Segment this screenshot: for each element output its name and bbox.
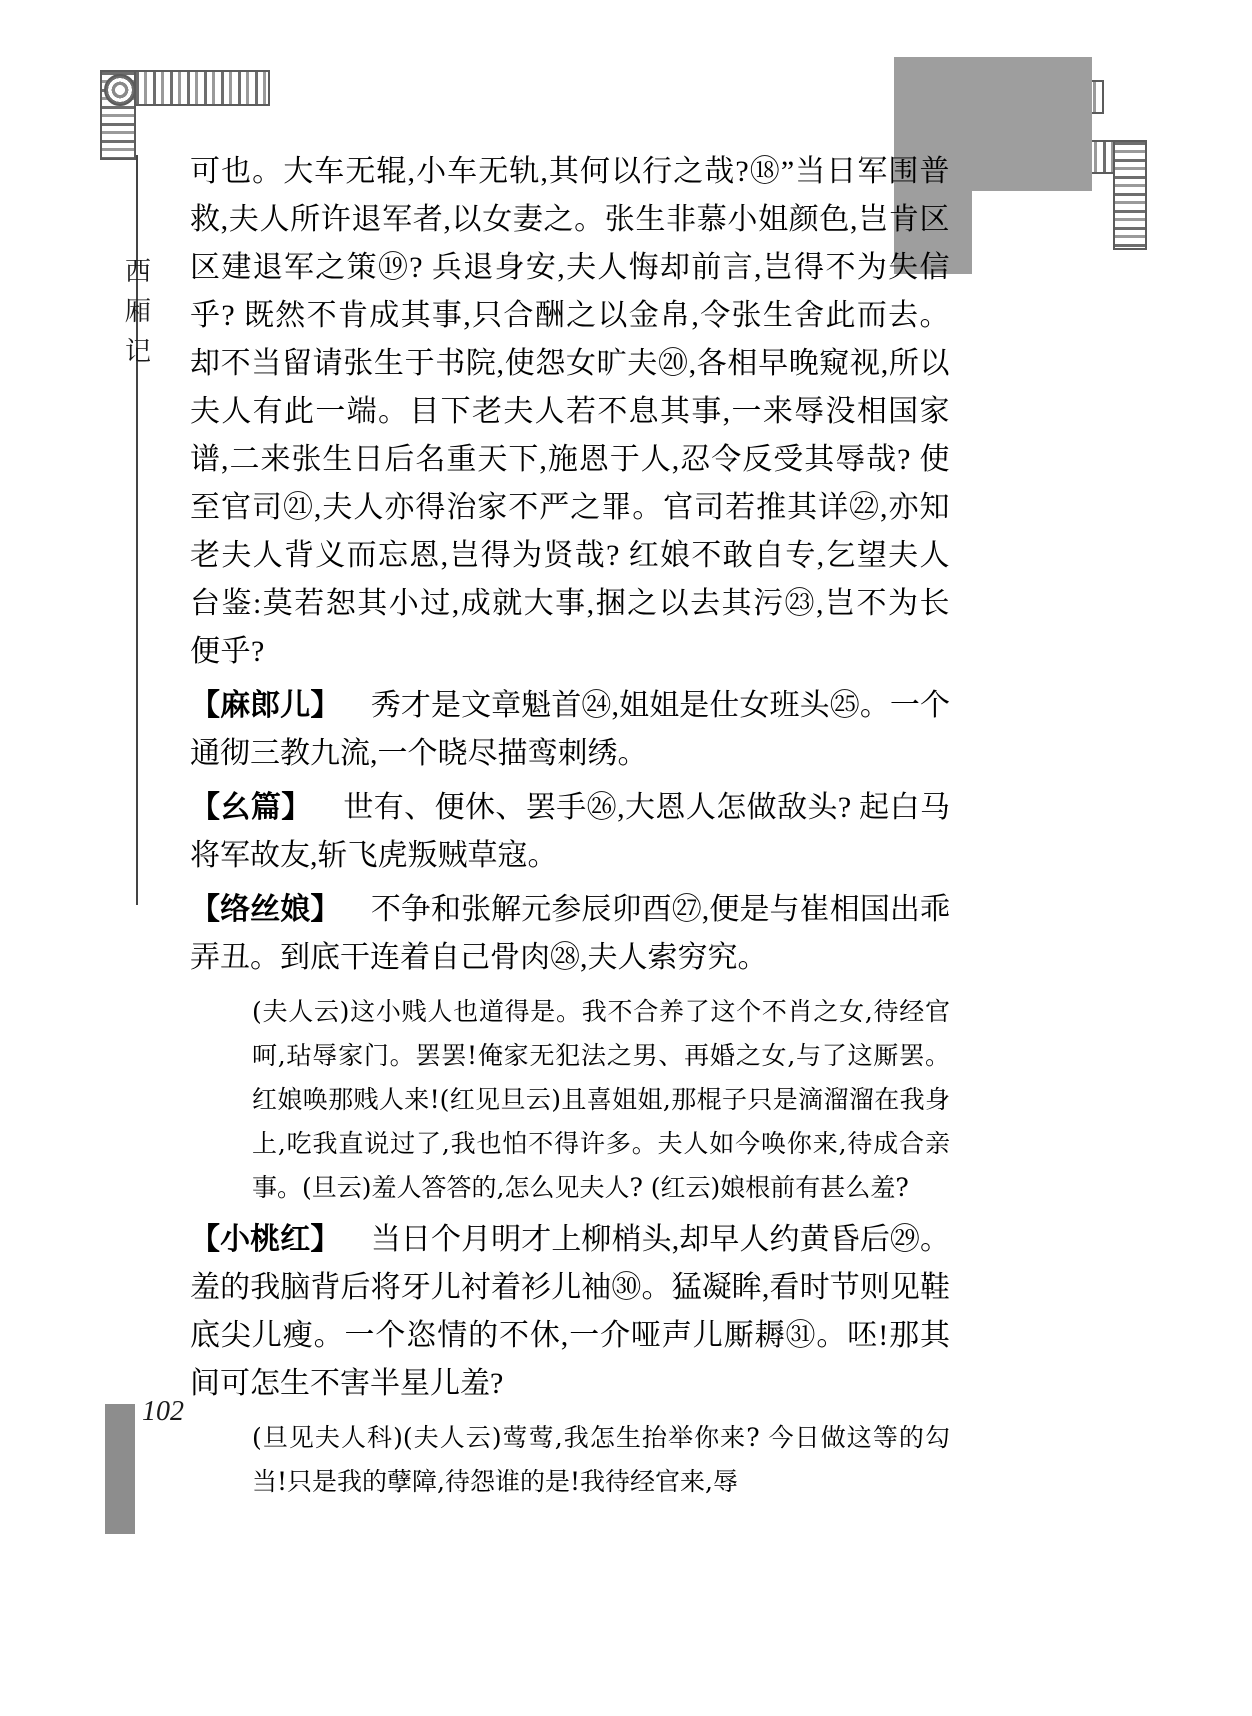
corner-ornament-top-left [100,70,270,160]
aria-tag-ma-lang-er: 【麻郎儿】 [190,689,341,722]
aria-tag-yao-pian: 【幺篇】 [190,791,312,824]
stage-direction-block-2: (旦见夫人科)(夫人云)莺莺,我怎生抬举你来? 今日做这等的勾当!只是我的孽障,待怨谁的是!我待经官来,辱 [252,1423,950,1496]
aria-tag-luo-si-niang: 【络丝娘】 [190,893,341,926]
aria-ma-lang-er [190,682,950,778]
aria-text-ma-lang-er: 秀才是文章魁首㉔,姐姐是仕女班头㉕。一个通彻三教九流,一个晓尽描鸾刺绣。 [190,689,951,770]
ornament-right-vertical-bar [1113,140,1147,250]
stage-direction-block-1: (夫人云)这小贱人也道得是。我不合养了这个不肖之女,待经官呵,玷辱家门。罢罢!俺家无犯法之男、再婚之女,与了这厮罢。红娘唤那贱人来!(红见旦云)且喜姐姐,那棍子只是滴溜溜在我身上,吃我直说过了,我也怕不得许多。夫人如今唤你来,待成合亲事。(旦云)羞人答答的,怎么见夫人? (红云)娘根前有甚么羞? [252,997,950,1202]
footer-accent-bar [105,1404,135,1534]
running-title-vertical [122,252,156,372]
page-number: 102 [142,1396,184,1427]
text-column [190,148,950,1506]
aria-luo-si-niang [190,886,950,982]
running-title-char-1: 西 [124,257,153,286]
aria-xiao-tao-hong [190,1216,950,1408]
aria-tag-xiao-tao-hong: 【小桃红】 [190,1223,341,1256]
aria-text-yao-pian: 世有、便休、罢手㉖,大恩人怎做敌头? 起白马将军故友,斩飞虎叛贼草寇。 [190,791,950,872]
paragraph-commentary: 可也。大车无辊,小车无轨,其何以行之哉?⑱”当日军围普救,夫人所许退军者,以女妻之。张生非慕小姐颜色,岂肯区区建退军之策⑲? 兵退身安,夫人悔却前言,岂得不为失信乎? 既然不肯成其事,只合酬之以金帛,令张生舍此而去。却不当留请张生于书院,使怨女旷夫⑳,各相早晚窥视,所以夫人有此一端。目下老夫人若不息其事,一来辱没相国家谱,二来张生日后名重天下,施恩于人,忍令反受其辱哉? 使至官司㉑,夫人亦得治家不严之罪。官司若推其详㉒,亦知老夫人背义而忘恩,岂得为贤哉? 红娘不敢自专,乞望夫人台鉴:莫若恕其小过,成就大事,捆之以去其污㉓,岂不为长便乎? [190,155,950,668]
aria-text-xiao-tao-hong: 当日个月明才上柳梢头,却早人约黄昏后㉙。羞的我脑背后将牙儿衬着衫儿袖㉚。猛凝眸,看时节则见鞋底尖儿瘦。一个恣情的不休,一介哑声儿厮耨㉛。呸!那其间可怎生不害半星儿羞? [190,1223,951,1400]
ornament-medallion-icon [104,74,136,106]
running-title-char-3: 记 [124,337,153,366]
aria-text-luo-si-niang: 不争和张解元参辰卯酉㉗,便是与崔相国出乖弄丑。到底干连着自己骨肉㉘,夫人索穷究。 [190,893,951,974]
running-title-char-2: 厢 [124,297,153,326]
aria-yao-pian [190,784,950,880]
